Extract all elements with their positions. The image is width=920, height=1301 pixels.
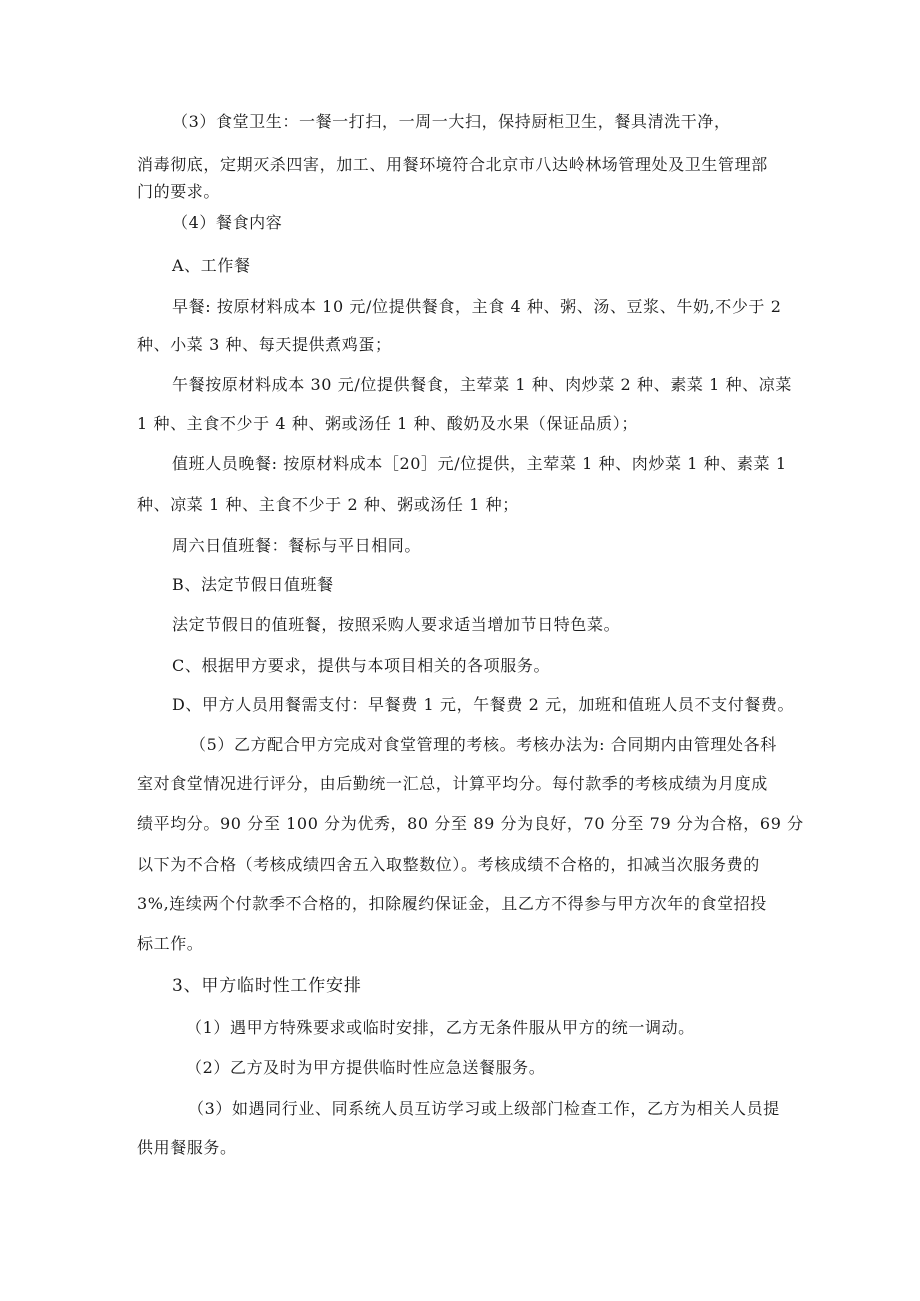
dinner-line-2: 种、凉菜 1 种、主食不少于 2 种、粥或汤任 1 种； <box>137 495 519 514</box>
assessment-line-1: （5）乙方配合甲方完成对食堂管理的考核。考核办法为: 合同期内由管理处各科 <box>190 735 777 754</box>
lunch-line-2: 1 种、主食不少于 4 种、粥或汤任 1 种、酸奶及水果（保证品质）； <box>137 414 638 433</box>
paragraph-3-line-1: （3）食堂卫生：一餐一打扫，一周一大扫，保持厨柜卫生，餐具清洗干净， <box>172 112 731 131</box>
subsection-d-text: D、甲方人员用餐需支付：早餐费 1 元，午餐费 2 元，加班和值班人员不支付餐费。 <box>172 695 795 714</box>
lunch-line-1: 午餐按原材料成本 30 元/位提供餐食，主荤菜 1 种、肉炒菜 2 种、素菜 1 种、凉菜 <box>172 375 792 394</box>
section-4-heading: （4）餐食内容 <box>172 213 283 232</box>
weekend-duty-meal: 周六日值班餐：餐标与平日相同。 <box>172 536 422 555</box>
paragraph-3-line-3: 门的要求。 <box>137 182 221 201</box>
temporary-work-item-2: （2）乙方及时为甲方提供临时性应急送餐服务。 <box>186 1058 546 1077</box>
assessment-line-3: 绩平均分。90 分至 100 分为优秀，80 分至 89 分为良好，70 分至 79 分为合格，69 分 <box>137 814 804 833</box>
subsection-b-heading: B、法定节假日值班餐 <box>172 575 334 594</box>
paragraph-3-line-2: 消毒彻底，定期灭杀四害，加工、用餐环境符合北京市八达岭林场管理处及卫生管理部 <box>137 155 768 174</box>
holiday-duty-meal: 法定节假日的值班餐，按照采购人要求适当增加节日特色菜。 <box>172 615 621 634</box>
assessment-line-2: 室对食堂情况进行评分，由后勤统一汇总，计算平均分。每付款季的考核成绩为月度成 <box>137 774 768 793</box>
assessment-line-4: 以下为不合格（考核成绩四舍五入取整数位）。考核成绩不合格的，扣减当次服务费的 <box>137 855 760 874</box>
subsection-a-heading: A、工作餐 <box>172 256 251 275</box>
section-3-heading: 3、甲方临时性工作安排 <box>172 976 362 996</box>
assessment-line-5: 3%,连续两个付款季不合格的，扣除履约保证金，且乙方不得参与甲方次年的食堂招投 <box>137 894 767 913</box>
temporary-work-item-3-line-1: （3）如遇同行业、同系统人员互访学习或上级部门检查工作，乙方为相关人员提 <box>188 1099 780 1118</box>
assessment-line-6: 标工作。 <box>137 934 204 953</box>
temporary-work-item-1: （1）遇甲方特殊要求或临时安排，乙方无条件服从甲方的统一调动。 <box>186 1018 695 1037</box>
subsection-c-text: C、根据甲方要求，提供与本项目相关的各项服务。 <box>172 656 551 675</box>
breakfast-line-2: 种、小菜 3 种、每天提供煮鸡蛋； <box>137 335 392 354</box>
breakfast-line-1: 早餐: 按原材料成本 10 元/位提供餐食，主食 4 种、粥、汤、豆浆、牛奶,不少于 2 <box>172 297 782 316</box>
dinner-line-1: 值班人员晚餐: 按原材料成本［20］元/位提供，主荤菜 1 种、肉炒菜 1 种、素菜 1 <box>172 454 787 473</box>
temporary-work-item-3-line-2: 供用餐服务。 <box>137 1138 237 1157</box>
